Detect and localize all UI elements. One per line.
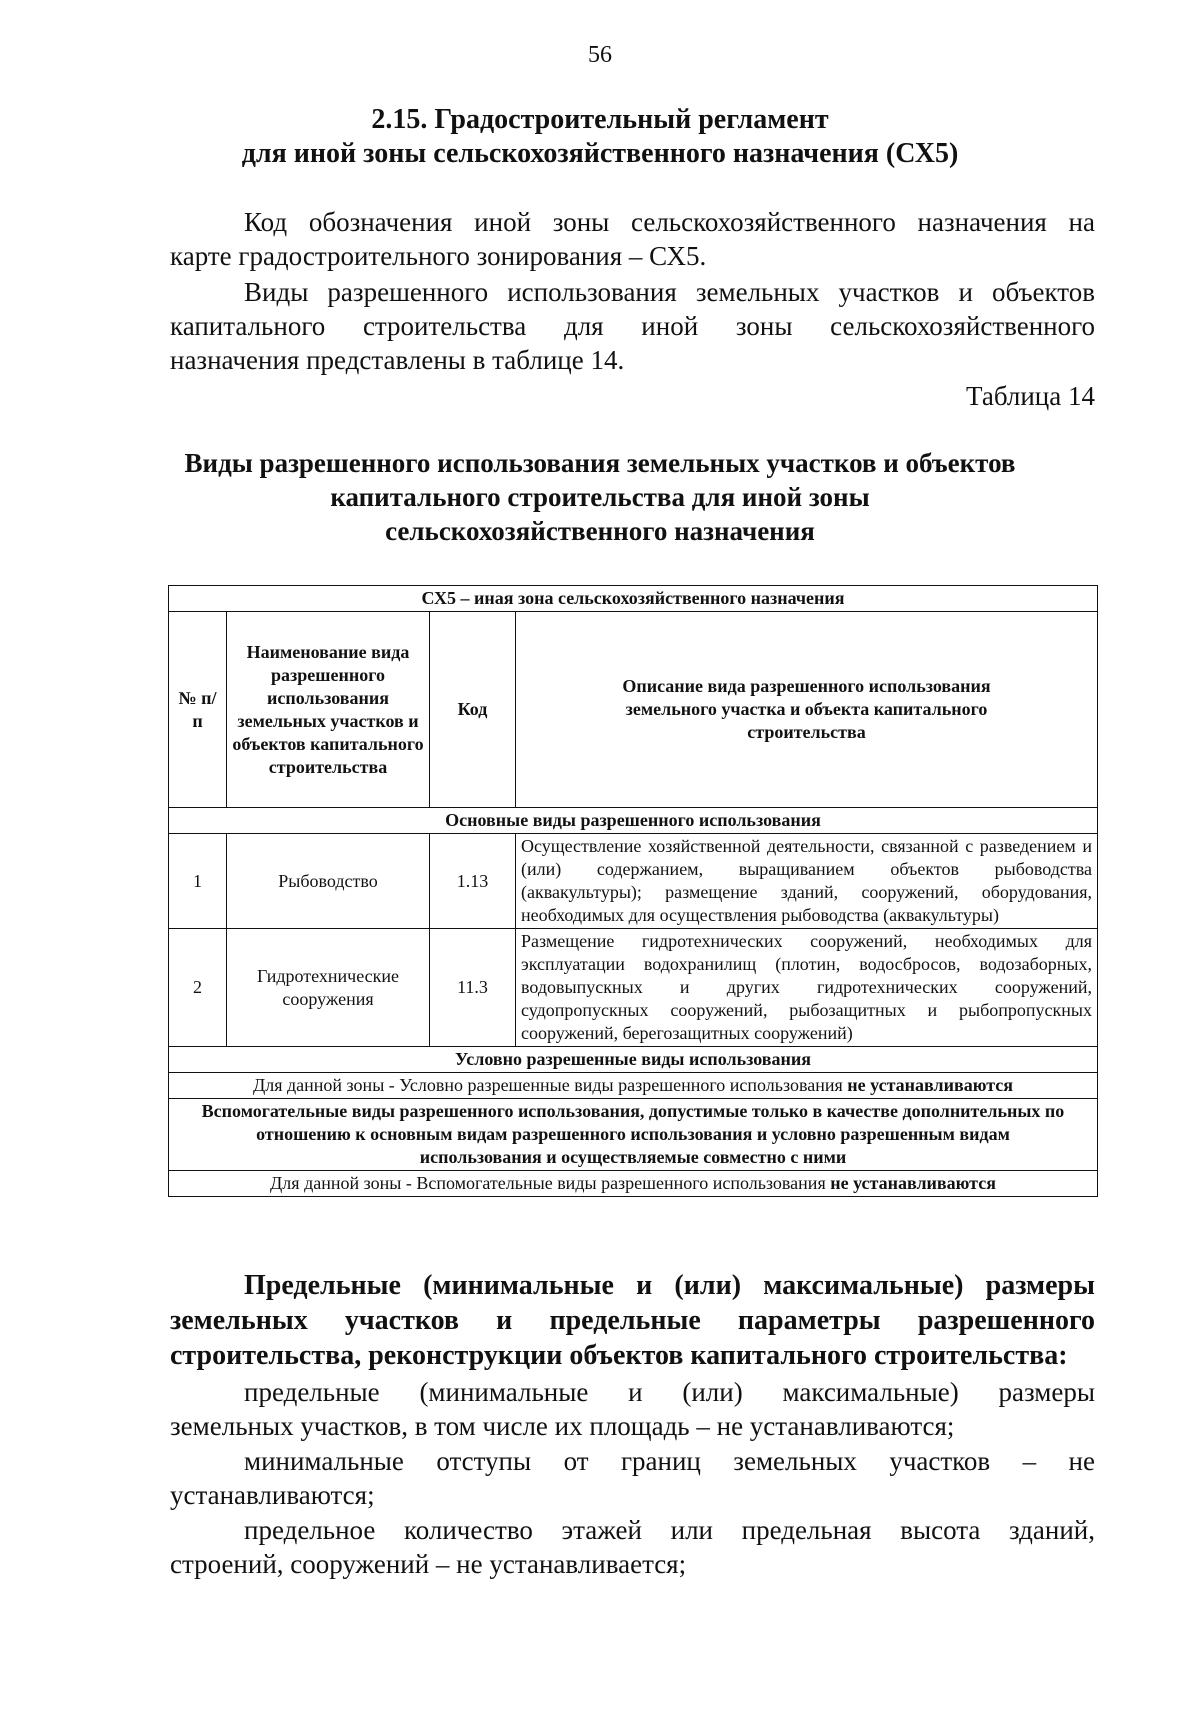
limit-item-2 bbox=[170, 1444, 1095, 1512]
intro-p1-line-2: карте градостроительного зонирования – СХ5. bbox=[170, 241, 707, 271]
table-title-line-1: Виды разрешенного использования земельных участков и объектов bbox=[184, 448, 1016, 478]
table-row bbox=[169, 834, 1098, 929]
table-title-line-3: сельскохозяйственного назначения bbox=[385, 516, 815, 546]
intro-p1-line-1: Код обозначения иной зоны сельскохозяйственного назначения на bbox=[244, 207, 1095, 237]
limit-item-2-line-1: минимальные отступы от границ земельных участков – не bbox=[244, 1446, 1095, 1476]
row-description-cell: Осуществление хозяйственной деятельности, связанной с разведением и (или) содержанием, выращиванием объектов рыбоводства (аквакультуры); размещение зданий, сооружений, оборудования, необходимых для осуществления рыбоводства (аквакультуры) bbox=[516, 834, 1098, 929]
column-header-number: № п/п bbox=[169, 612, 227, 808]
intro-paragraph-1 bbox=[170, 205, 1095, 273]
limit-item-1-line-2: земельных участков, в том числе их площадь – не устанавливаются; bbox=[170, 1411, 955, 1441]
zone-header-cell: СХ5 – иная зона сельскохозяйственного назначения bbox=[169, 586, 1098, 612]
column-header-name: Наименование вида разрешенного использования земельных участков и объектов капитального строительства bbox=[227, 612, 430, 808]
limits-title bbox=[170, 1268, 1095, 1373]
limits-title-line-3: строительства, реконструкции объектов капитального строительства: bbox=[170, 1340, 1068, 1371]
row-name-cell: Рыбоводство bbox=[227, 834, 430, 929]
intro-p2-line-1: Виды разрешенного использования земельных участков и объектов bbox=[244, 277, 1095, 307]
table-label: Таблица 14 bbox=[966, 381, 1095, 411]
limit-item-1-line-1: предельные (минимальные и (или) максимальные) размеры bbox=[244, 1377, 1095, 1407]
intro-p2-line-2: капитального строительства для иной зоны сельскохозяйственного bbox=[170, 311, 1095, 341]
column-header-code: Код bbox=[430, 612, 516, 808]
limits-title-line-1: Предельные (минимальные и (или) максимальные) размеры bbox=[244, 1270, 1095, 1301]
conditional-types-header: Условно разрешенные виды использования bbox=[169, 1047, 1098, 1073]
permitted-use-table bbox=[168, 585, 1098, 1197]
intro-paragraph-2 bbox=[170, 275, 1095, 377]
row-number-cell: 2 bbox=[169, 929, 227, 1047]
table-title-line-2: капитального строительства для иной зоны bbox=[330, 482, 870, 512]
table-title bbox=[150, 446, 1050, 548]
auxiliary-types-note bbox=[169, 1171, 1098, 1197]
section-title bbox=[150, 103, 1050, 171]
row-number-cell: 1 bbox=[169, 834, 227, 929]
section-title-line-1: 2.15. Градостроительный регламент bbox=[371, 104, 829, 135]
conditional-note-text: Для данной зоны - Условно разрешенные виды разрешенного использования bbox=[252, 1075, 848, 1095]
conditional-types-note bbox=[169, 1073, 1098, 1099]
page-number: 56 bbox=[588, 42, 612, 68]
conditional-note-emphasis: не устанавливаются bbox=[847, 1075, 1014, 1095]
main-types-header: Основные виды разрешенного использования bbox=[169, 808, 1098, 834]
auxiliary-note-text: Для данной зоны - Вспомогательные виды разрешенного использования bbox=[270, 1173, 831, 1193]
auxiliary-types-header: Вспомогательные виды разрешенного использования, допустимые только в качестве дополнительных по отношению к основным видам разрешенного использования и условно разрешенным видам использования и осуществляемые совместно с ними bbox=[169, 1099, 1098, 1171]
row-code-cell: 11.3 bbox=[430, 929, 516, 1047]
limit-item-3 bbox=[170, 1513, 1095, 1581]
limit-item-3-line-1: предельное количество этажей или предельная высота зданий, bbox=[244, 1515, 1095, 1545]
limit-item-1 bbox=[170, 1375, 1095, 1443]
row-description-cell: Размещение гидротехнических сооружений, необходимых для эксплуатации водохранилищ (плотин, водосбросов, водозаборных, водовыпускных и других гидротехнических сооружений, судопропускных сооружений, рыбозащитных и рыбопропускных сооружений, берегозащитных сооружений) bbox=[516, 929, 1098, 1047]
intro-p2-line-3: назначения представлены в таблице 14. bbox=[170, 345, 625, 375]
row-code-cell: 1.13 bbox=[430, 834, 516, 929]
column-header-description: Описание вида разрешенного использования земельного участка и объекта капитального строительства bbox=[516, 612, 1098, 808]
table-row bbox=[169, 929, 1098, 1047]
section-title-line-2: для иной зоны сельскохозяйственного назначения (СХ5) bbox=[241, 138, 959, 169]
limit-item-2-line-2: устанавливаются; bbox=[170, 1480, 375, 1510]
limits-title-line-2: земельных участков и предельные параметры разрешенного bbox=[170, 1305, 1095, 1336]
auxiliary-note-emphasis: не устанавливаются bbox=[830, 1173, 996, 1193]
row-name-cell: Гидротехнические сооружения bbox=[227, 929, 430, 1047]
limit-item-3-line-2: строений, сооружений – не устанавливается; bbox=[170, 1549, 687, 1579]
